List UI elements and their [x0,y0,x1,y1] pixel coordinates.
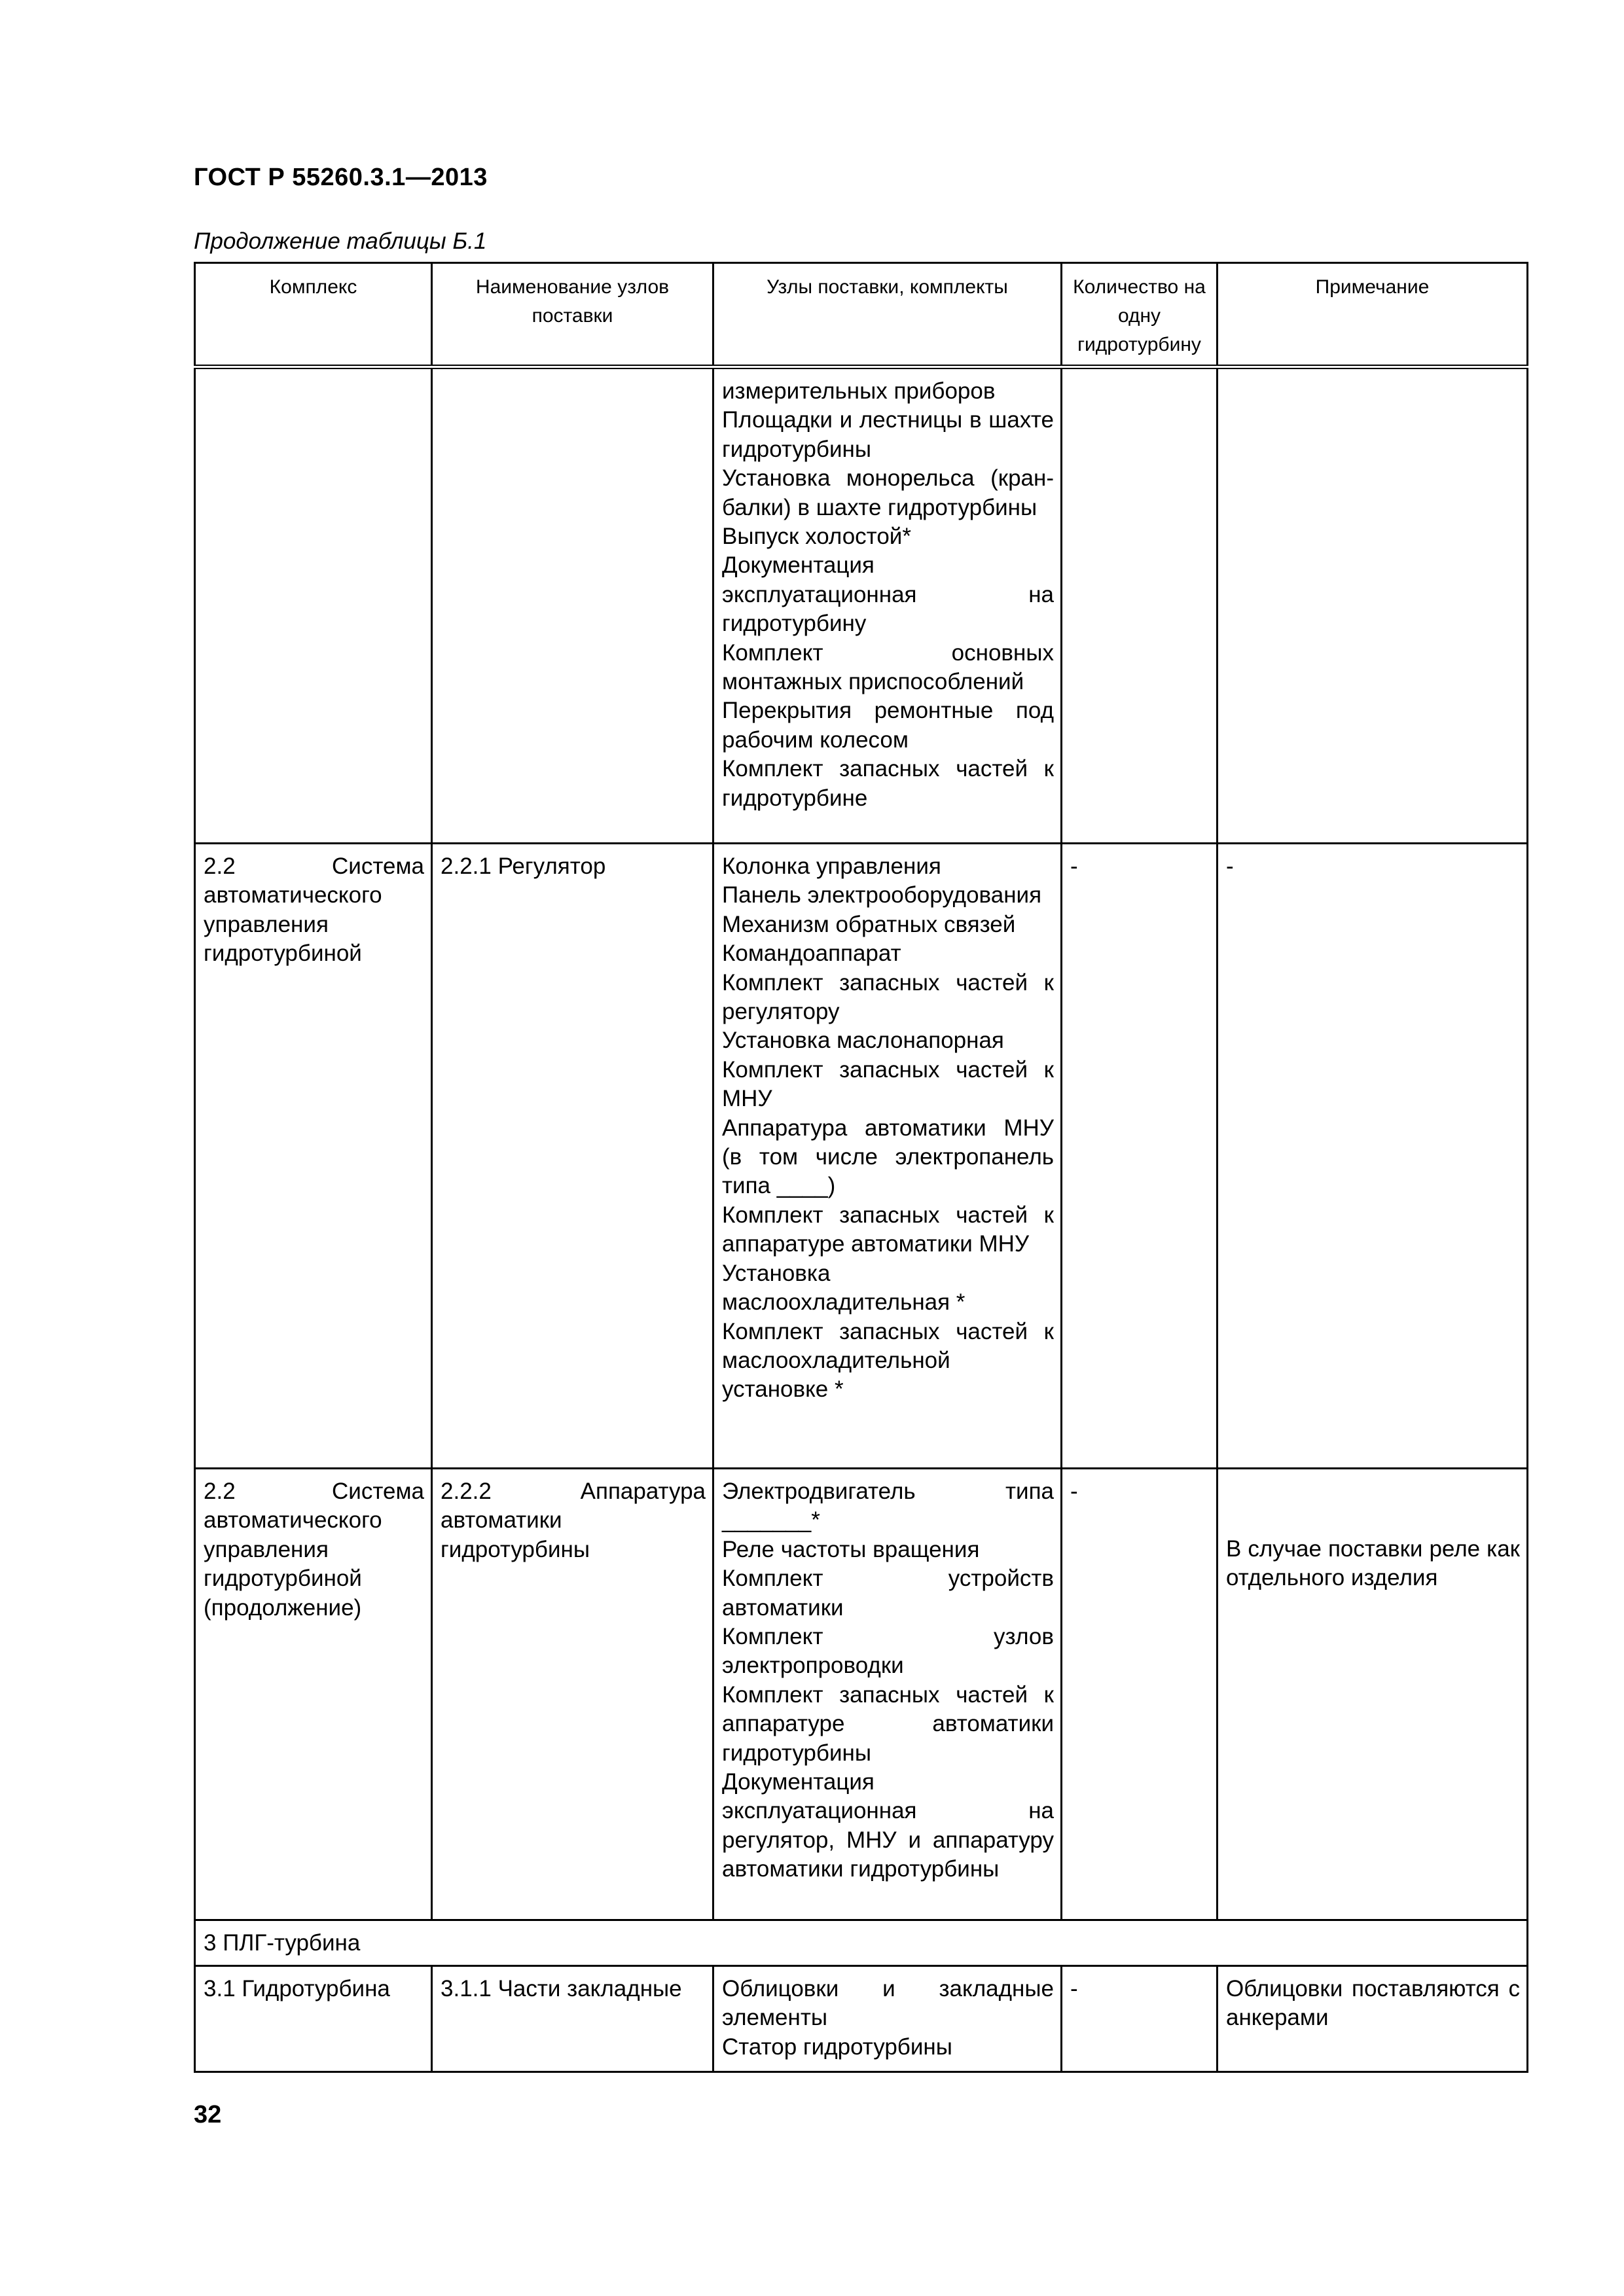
supply-item: Панель электрооборудования [722,882,1042,908]
supply-item: Комплект запасных частей к маслоохладительной установке * [722,1318,1054,1403]
supply-items-cell [713,367,1062,844]
header-supply-units: Узлы поставки, комплекты [713,263,1062,367]
supply-item: Комплект основных монтажных приспособлений [722,639,1054,695]
quantity-cell: - [1062,1469,1218,1920]
header-complex: Комплекс [195,263,432,367]
supply-item: Площадки и лестницы в шахте гидротурбины [722,407,1054,462]
supply-item: Выпуск холостой* [722,524,911,550]
complex-cell: 2.2 Система автоматического управления гидротурбиной (продолжение) [195,1469,432,1920]
note-cell [1218,1469,1528,1920]
supply-item: Установка маслонапорная [722,1028,1004,1054]
supply-item: Документация эксплуатационная на гидротурбину [722,552,1054,637]
supply-item: Аппаратура автоматики МНУ (в том числе электропанель типа ____) [722,1115,1054,1199]
table-header-row [195,263,1528,367]
supply-item: Комплект узлов электропроводки [722,1624,1054,1679]
supply-item: Документация эксплуатационная на регулятор, МНУ и аппаратуру автоматики гидротурбины [722,1769,1054,1882]
standard-designation: ГОСТ Р 55260.3.1—2013 [194,164,488,191]
complex-cell: 2.2 Система автоматического управления гидротурбиной [195,844,432,1469]
note-text: В случае поставки реле как отдельного изделия [1226,1536,1520,1591]
table-caption: Продолжение таблицы Б.1 [194,228,487,254]
supply-item: Реле частоты вращения [722,1536,980,1562]
section-title: 3 ПЛГ-турбина [195,1920,1528,1966]
unit-cell: 3.1.1 Части закладные [432,1966,713,2072]
supply-item: Комплект устройств автоматики [722,1566,1054,1621]
supply-item: Перекрытия ремонтные под рабочим колесом [722,698,1054,753]
supply-item: Установка монорельса (кран-балки) в шахте гидротурбины [722,465,1054,520]
supply-items-cell [713,1966,1062,2072]
header-unit-name: Наименование узлов поставки [432,263,713,367]
quantity-cell: - [1062,1966,1218,2072]
supply-table [194,262,1528,2073]
table-row [195,367,1528,844]
complex-cell: 3.1 Гидротурбина [195,1966,432,2072]
table-row [195,1469,1528,1920]
supply-items-cell [713,844,1062,1469]
section-row [195,1920,1528,1966]
supply-items-cell [713,1469,1062,1920]
table-row [195,844,1528,1469]
note-cell: Облицовки поставляются с анкерами [1218,1966,1528,2072]
supply-item: Комплект запасных частей к гидротурбине [722,756,1054,811]
supply-item: Комплект запасных частей к аппаратуре автоматики гидротурбины [722,1681,1054,1766]
supply-item: Комплект запасных частей к МНУ [722,1056,1054,1112]
supply-item: Облицовки и закладные элементы [722,1976,1054,2031]
supply-item: Механизм обратных связей [722,911,1016,937]
table-row [195,1966,1528,2072]
page-number: 32 [194,2101,222,2128]
quantity-cell: - [1062,844,1218,1469]
unit-cell [432,367,713,844]
supply-item: Командоаппарат [722,941,901,967]
supply-item: Электродвигатель типа _______* [722,1479,1054,1534]
note-cell [1218,367,1528,844]
header-note: Примечание [1218,263,1528,367]
note-spacer [1226,1477,1520,1535]
supply-item: Статор гидротурбины [722,2034,952,2060]
supply-item: Комплект запасных частей к аппаратуре автоматики МНУ [722,1202,1054,1257]
supply-item: Установка маслоохладительная * [722,1260,965,1316]
header-quantity: Количество на одну гидротурбину [1062,263,1218,367]
supply-item: Колонка управления [722,853,941,879]
supply-item: измерительных приборов [722,378,996,404]
quantity-cell [1062,367,1218,844]
supply-item: Комплект запасных частей к регулятору [722,969,1054,1025]
unit-cell: 2.2.1 Регулятор [432,844,713,1469]
unit-cell: 2.2.2 Аппаратура автоматики гидротурбины [432,1469,713,1920]
note-cell: - [1218,844,1528,1469]
complex-cell [195,367,432,844]
